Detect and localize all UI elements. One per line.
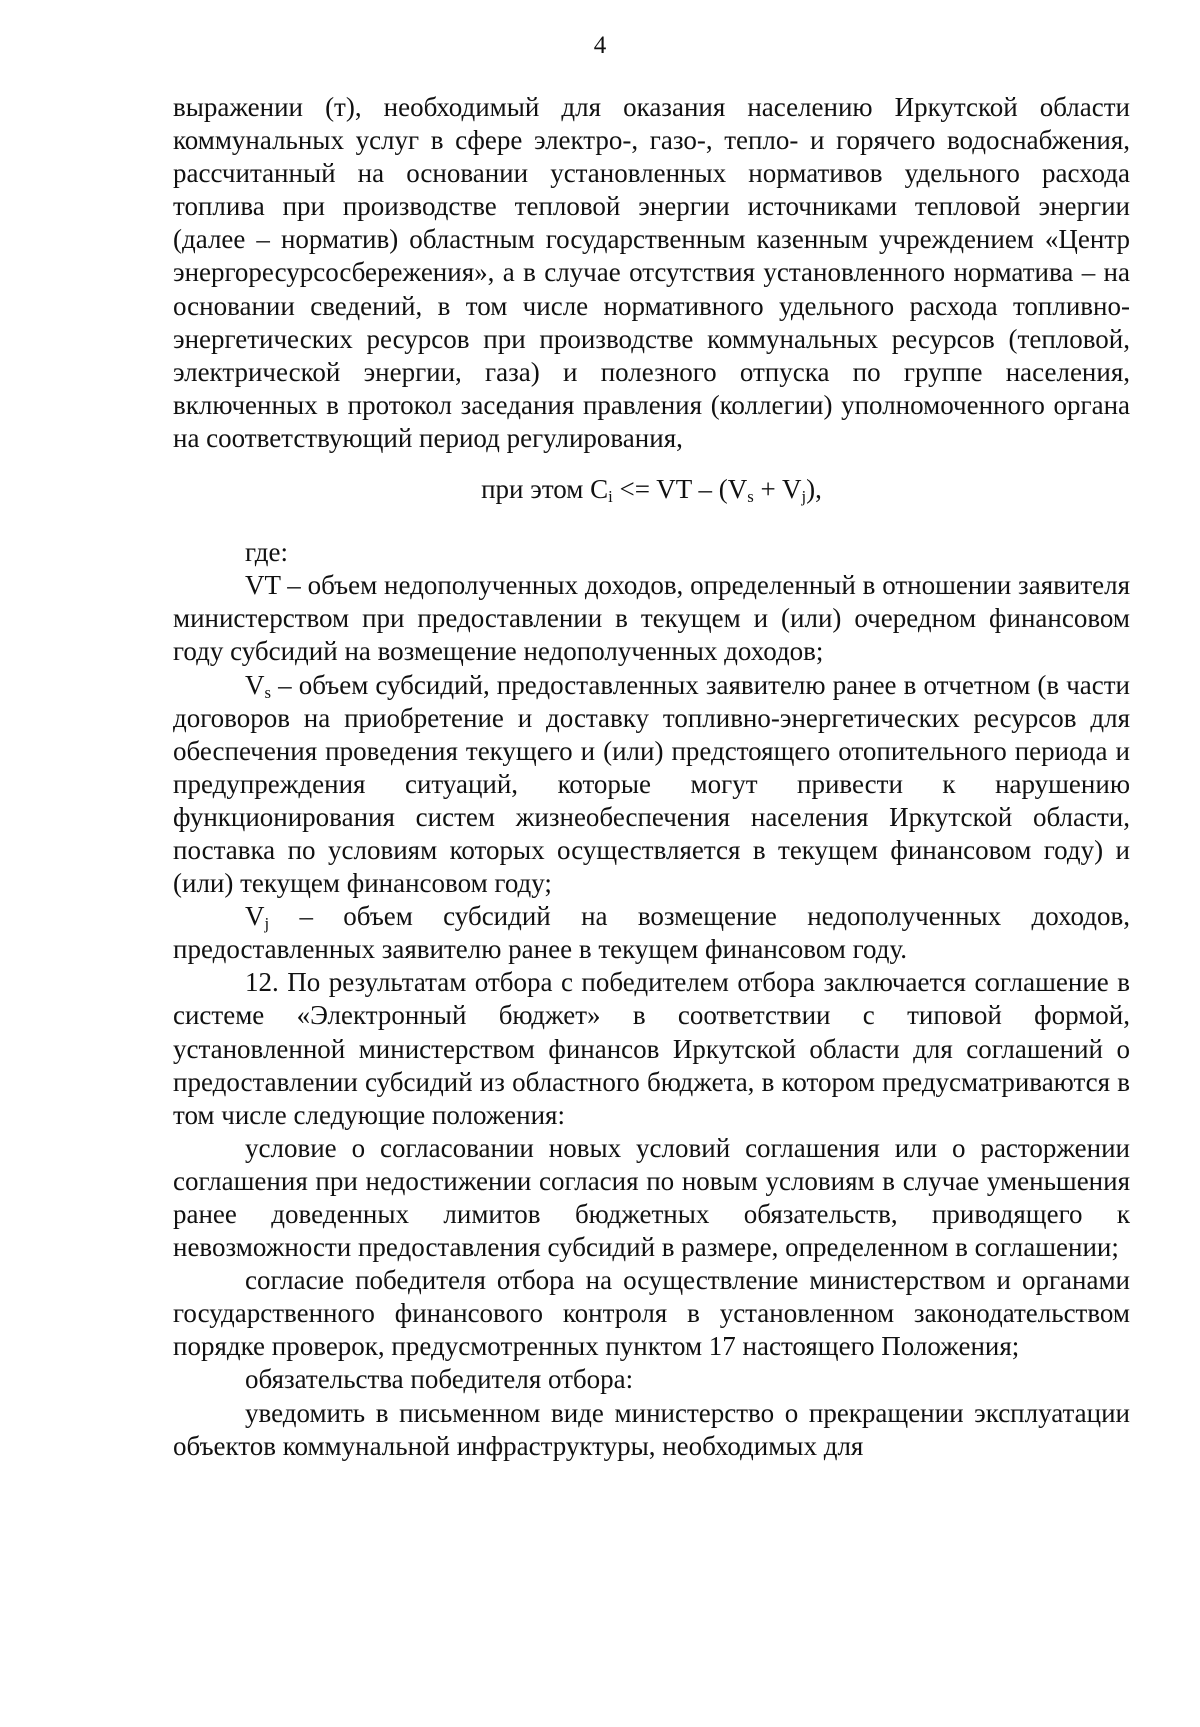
vs-text: – объем субсидий, предоставленных заявителю ранее в отчетном (в части договоров на приобретение и доставку топливно-энергетических ресурсов для обеспечения проведения текущего и (или) предстоящего отопительного периода и предупреждения ситуаций, которые могут привести к нарушению функционирования систем жизнеобеспечения населения Иркутской области, поставка по условиям которых осуществляется в текущем финансовом году) и (или) текущем финансовом году; — [173, 669, 1130, 899]
vs-subscript: s — [264, 682, 272, 702]
document-body — [173, 91, 1130, 1463]
vj-subscript: j — [264, 914, 270, 934]
page-number: 4 — [593, 32, 607, 59]
spacer — [173, 455, 1130, 473]
paragraph-obligations: обязательства победителя отбора: — [245, 1364, 634, 1395]
paragraph-consent: согласие победителя отбора на осуществление министерством и органами государственного финансового контроля в установленном законодательством порядке проверок, предусмотренных пунктом 17 настоящего Положения; — [173, 1265, 1130, 1362]
vj-symbol: V — [245, 901, 265, 932]
formula-subscript-i: i — [608, 487, 613, 507]
paragraph-12: 12. По результатам отбора с победителем отбора заключается соглашение в системе «Электронный бюджет» в соответствии с типовой формой, установленной министерством финансов Иркутской области для соглашений о предоставлении субсидий из областного бюджета, в котором предусматриваются в том числе следующие положения: — [173, 967, 1130, 1130]
paragraph-condition: условие о согласовании новых условий соглашения или о расторжении соглашения при недостижении согласия по новым условиям в случае уменьшения ранее доведенных лимитов бюджетных обязательств, приводящего к невозможности предоставления субсидий в размере, определенном в соглашении; — [173, 1132, 1130, 1263]
definition-vt: VT – объем недополученных доходов, определенный в отношении заявителя министерством при предоставлении в текущем и (или) очередном финансовом году субсидий на возмещение недополученных доходов; — [173, 570, 1130, 667]
definition-vs — [173, 669, 1130, 901]
formula-prefix: при этом C — [481, 474, 609, 505]
formula-subscript-j: j — [801, 487, 807, 507]
vj-text: – объем субсидий на возмещение недополученных доходов, предоставленных заявителю ранее в текущем финансовом году. — [173, 901, 1130, 965]
where-label: где: — [245, 537, 288, 568]
paragraph-intro: выражении (т), необходимый для оказания населению Иркутской области коммунальных услуг в сфере электро-, газо-, тепло- и горячего водоснабжения, рассчитанный на основании установленных нормативов удельного расхода топлива при производстве тепловой энергии источниками тепловой энергии (далее – норматив) областным государственным казенным учреждением «Центр энергоресурсосбережения», а в случае отсутствия установленного норматива – на основании сведений, в том числе нормативного удельного расхода топливно-энергетических ресурсов при производстве коммунальных ресурсов (тепловой, электрической энергии, газа) и полезного отпуска по группе населения, включенных в протокол заседания правления (коллегии) уполномоченного органа на соответствующий период регулирования, — [173, 92, 1130, 453]
formula-middle: <= VT – (V — [612, 474, 748, 505]
vs-symbol: V — [245, 669, 265, 700]
formula-suffix: ), — [806, 474, 822, 505]
definition-vj — [173, 900, 1130, 966]
spacer — [173, 506, 1130, 536]
formula — [173, 473, 1130, 506]
formula-plus: + V — [753, 474, 802, 505]
formula-subscript-s: s — [747, 487, 754, 507]
paragraph-notify: уведомить в письменном виде министерство о прекращении эксплуатации объектов коммунальной инфраструктуры, необходимых для — [173, 1397, 1130, 1461]
